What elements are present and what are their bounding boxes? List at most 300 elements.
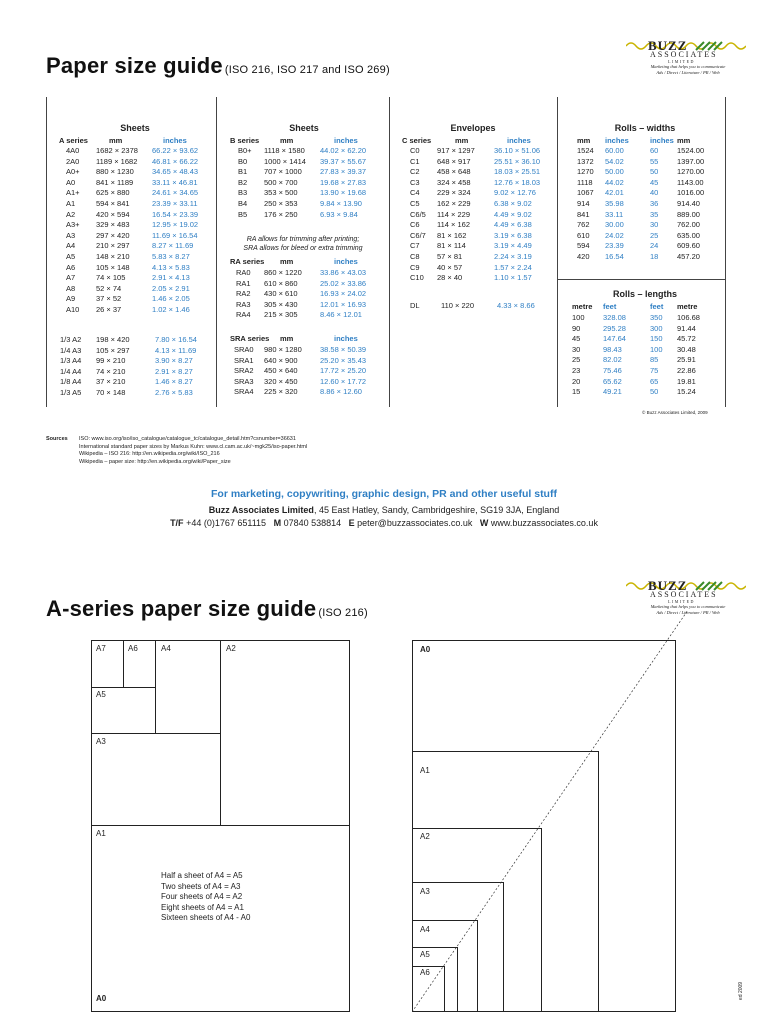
- envelope-row-cell: 81 × 114: [437, 241, 466, 251]
- footer-tagline: For marketing, copywriting, graphic design, PR and other useful stuff: [211, 488, 557, 500]
- sra-col-series: SRA series: [230, 334, 270, 343]
- envelope-row-cell: C5: [410, 199, 420, 208]
- rolls-widths-cell: 35.98: [605, 199, 624, 208]
- logo-associates: ASSOCIATES: [650, 50, 718, 59]
- rolls-widths-cell: 635.00: [677, 230, 700, 240]
- rolls-widths-cell: 889.00: [677, 209, 700, 219]
- ra-row-cell: RA1: [236, 278, 251, 288]
- ra-row-cell: RA3: [236, 299, 251, 309]
- envelope-row-cell: 3.19 × 6.38: [494, 230, 532, 240]
- sheets-a-fraction-row-cell: 1/3 A4: [60, 356, 82, 366]
- ra-row-cell: 305 × 430: [264, 299, 298, 309]
- sheets-b-row-cell: B5: [238, 209, 248, 219]
- rolls-lengths-cell: 300: [650, 323, 663, 333]
- label-a5: A5: [96, 690, 106, 699]
- sheets-a-row-cell: A5: [66, 252, 76, 261]
- source-wiki-paper[interactable]: Wikipedia – paper size: http://en.wikipedia.org/wiki/Paper_size: [79, 458, 231, 465]
- sheets-a-fraction-row-cell: 1/4 A3: [60, 345, 82, 355]
- sra-row-cell: 8.86 × 12.60: [320, 387, 362, 397]
- r-label-a0: A0: [420, 645, 431, 654]
- mobile[interactable]: 07840 538814: [281, 518, 342, 528]
- rolls-lengths-cell: 25.91: [677, 355, 696, 365]
- ra-col-inches: inches: [334, 257, 358, 266]
- rolls-lengths-cell: 19.81: [677, 376, 696, 386]
- sheets-b-row-cell: 176 × 250: [264, 209, 298, 219]
- rolls-widths-cell: 55: [650, 156, 659, 166]
- rolls-lengths-cell: 295.28: [603, 323, 626, 333]
- email-link[interactable]: peter@buzzassociates.co.uk: [354, 518, 473, 528]
- table-border-left: [46, 97, 47, 407]
- copyright: © Buzz Associates Limited, 2009: [642, 410, 708, 415]
- sheets-a-col-series: A series: [59, 136, 88, 145]
- diagonal-line: [412, 610, 688, 1012]
- a3-sheet: [91, 733, 221, 826]
- sheets-a-fraction-row-cell: 198 × 420: [96, 335, 130, 344]
- sheets-b-row-cell: 1000 × 1414: [264, 156, 306, 166]
- rolls-widths-cell: 54.02: [605, 156, 624, 166]
- sheets-b-row-cell: 39.37 × 55.67: [320, 156, 367, 166]
- rolls-lengths-cell: 328.08: [603, 313, 626, 322]
- logo-tagline: Marketing that helps you to communicate Ads / Direct / Literature / PR / Web: [650, 64, 726, 75]
- sheets-a-fraction-row-cell: 2.76 × 5.83: [155, 388, 193, 397]
- sheets-a-row-cell: 8.27 × 11.69: [152, 241, 194, 251]
- rolls-lengths-cell: 98.43: [603, 344, 622, 354]
- sheets-a-row-cell: 105 × 148: [96, 262, 130, 272]
- sheets-b-row-cell: 500 × 700: [264, 177, 298, 187]
- rolls-lengths-cell: 90: [572, 323, 581, 333]
- sra-row-cell: 12.60 × 17.72: [320, 376, 367, 386]
- rolls-widths-cell: 60.00: [605, 146, 624, 155]
- rolls-widths-col: mm: [577, 136, 591, 145]
- sheets-a-row-cell: 12.95 × 19.02: [152, 220, 199, 230]
- envelope-row-cell: 36.10 × 51.06: [494, 146, 541, 155]
- r-label-a1: A1: [420, 766, 430, 775]
- sheets-a-row-cell: 1189 × 1682: [96, 156, 138, 166]
- sheets-a-row-cell: 625 × 880: [96, 188, 130, 198]
- sheets-b-row-cell: B3: [238, 188, 248, 198]
- label-a4: A4: [161, 644, 171, 653]
- source-iso[interactable]: ISO: www.iso.org/iso/iso_catalogue/catalogue_tc/catalogue_detail.htm?csnumber=36631: [79, 436, 296, 442]
- rolls-widths-cell: 457.20: [677, 252, 700, 261]
- ra-row-cell: 430 × 610: [264, 289, 298, 299]
- sheets-a-row-cell: A4: [66, 241, 76, 251]
- rolls-widths-cell: 60: [650, 146, 659, 155]
- sra-row-cell: 640 × 900: [264, 355, 298, 365]
- envelope-row-cell: 28 × 40: [437, 273, 463, 283]
- rolls-lengths-cell: 150: [650, 334, 663, 344]
- sheets-a-row-cell: 210 × 297: [96, 241, 130, 251]
- rolls-lengths-cell: 15: [572, 387, 581, 397]
- rolls-lengths-cell: 23: [572, 366, 581, 375]
- sheets-a-row-cell: 420 × 594: [96, 209, 130, 219]
- rolls-lengths-cell: 91.44: [677, 323, 696, 333]
- sheets-b-col-series: B series: [230, 136, 260, 145]
- sheets-a-row-cell: 46.81 × 66.22: [152, 156, 199, 166]
- sheets-a-row-cell: 1.02 × 1.46: [152, 305, 190, 314]
- envelope-row-cell: 4.49 × 6.38: [494, 220, 532, 230]
- envelope-row-cell: C1: [410, 156, 420, 166]
- sheets-a-fraction-row-cell: 105 × 297: [96, 345, 130, 355]
- sheets-a-row-cell: 2A0: [66, 156, 80, 166]
- sheets-a-fraction-row-cell: 99 × 210: [96, 356, 126, 366]
- rolls-widths-cell: 594: [577, 241, 590, 251]
- rolls-lengths-cell: 22.86: [677, 366, 696, 375]
- label-a0: A0: [96, 994, 107, 1003]
- rolls-lengths-cell: 100: [650, 344, 663, 354]
- sheets-a-col-inches: inches: [163, 136, 187, 145]
- envelope-row-cell: C8: [410, 252, 420, 261]
- sheets-a-fraction-row-cell: 70 × 148: [96, 388, 126, 397]
- ra-row-cell: 860 × 1220: [264, 268, 302, 277]
- rolls-widths-cell: 35: [650, 209, 659, 219]
- page2-subtitle: (ISO 216): [318, 607, 368, 619]
- sheets-a-fraction-row-cell: 4.13 × 11.69: [155, 345, 197, 355]
- envelopes-heading: Envelopes: [450, 123, 496, 133]
- ra-row-cell: 16.93 × 24.02: [320, 289, 367, 299]
- sheets-a-row-cell: A10: [66, 305, 80, 314]
- rolls-widths-cell: 24: [650, 241, 659, 251]
- rolls-widths-cell: 50: [650, 167, 659, 177]
- rolls-widths-cell: 1524: [577, 146, 594, 155]
- envelope-row-cell: 4.49 × 9.02: [494, 209, 532, 219]
- sheets-b-row-cell: 13.90 × 19.68: [320, 188, 367, 198]
- sheets-a-row-cell: 5.83 × 8.27: [152, 252, 190, 261]
- rolls-widths-cell: 45: [650, 177, 659, 187]
- sheets-b-row-cell: 1118 × 1580: [264, 146, 305, 155]
- rolls-lengths-cell: 15.24: [677, 387, 696, 397]
- rolls-widths-cell: 1397.00: [677, 156, 705, 166]
- sheets-b-row-cell: 353 × 500: [264, 188, 298, 198]
- envelope-row-cell: 6.38 × 9.02: [494, 199, 532, 208]
- sra-row-cell: SRA0: [234, 345, 254, 354]
- rolls-widths-cell: 914.40: [677, 199, 700, 208]
- envelope-row-cell: C4: [410, 188, 420, 198]
- sheets-b-row-cell: 250 × 353: [264, 199, 298, 208]
- rolls-widths-heading: Rolls – widths: [614, 123, 676, 133]
- sheets-a-fraction-row-cell: 1/4 A4: [60, 366, 82, 376]
- sheets-a-fraction-row-cell: 1/3 A5: [60, 388, 82, 397]
- r-label-a6: A6: [420, 968, 430, 977]
- a4-sheet: [155, 640, 221, 734]
- side-text: ed 2009: [738, 981, 744, 1000]
- sra-row-cell: 17.72 × 25.20: [320, 366, 367, 376]
- rolls-lengths-col: metre: [677, 302, 698, 311]
- envelope-row-cell: 162 × 229: [437, 199, 471, 208]
- envelopes-col-series: C series: [402, 136, 432, 145]
- sheets-a-row-cell: 11.69 × 16.54: [152, 230, 198, 240]
- sheets-a-row-cell: A3: [66, 230, 76, 240]
- rolls-widths-cell: 33.11: [605, 209, 624, 219]
- rolls-widths-col: mm: [677, 136, 691, 145]
- company-logo-2: BUZZ ASSOCIATES LIMITED Marketing that helps you to communicate Ads / Direct / Literature / PR / Web: [626, 578, 746, 622]
- rolls-lengths-cell: 49.21: [603, 387, 622, 397]
- rolls-widths-cell: 609.60: [677, 241, 700, 251]
- page-subtitle: (ISO 216, ISO 217 and ISO 269): [224, 64, 390, 76]
- sheets-a-fraction-row-cell: 2.91 × 8.27: [155, 366, 193, 376]
- source-kuhn[interactable]: International standard paper sizes by Markus Kuhn: www.cl.cam.ac.uk/~mgk25/iso-paper.html: [79, 443, 308, 450]
- rolls-lengths-cell: 350: [650, 313, 663, 322]
- sheets-a-col-mm: mm: [109, 136, 123, 145]
- footer-address: Buzz Associates Limited, 45 East Hatley, Sandy, Cambridgeshire, SG19 3JA, England: [208, 505, 560, 515]
- rolls-widths-cell: 1270: [577, 167, 594, 177]
- envelope-row-cell: 229 × 324: [437, 188, 471, 198]
- sheets-a-row-cell: 2.91 × 4.13: [152, 273, 190, 283]
- rolls-widths-cell: 1067: [577, 188, 594, 198]
- sheets-b-row-cell: B0+: [238, 146, 252, 155]
- envelope-row-cell: C6: [410, 220, 420, 230]
- envelope-row-cell: 114 × 229: [437, 209, 471, 219]
- sheets-a-fraction-row-cell: 74 × 210: [96, 366, 126, 376]
- sheets-a-row-cell: 24.61 × 34.65: [152, 188, 199, 198]
- sources-list: [79, 436, 307, 466]
- rolls-lengths-cell: 147.64: [603, 334, 626, 344]
- sheets-b-row-cell: 9.84 × 13.90: [320, 199, 362, 208]
- rolls-lengths-cell: 82.02: [603, 355, 622, 365]
- rolls-widths-cell: 762.00: [677, 220, 700, 230]
- label-a7: A7: [96, 644, 106, 653]
- r-label-a2: A2: [420, 832, 430, 841]
- envelope-row-cell: C3: [410, 177, 420, 187]
- sheets-a-row-cell: 880 × 1230: [96, 167, 134, 177]
- sheets-a-row-cell: A2: [66, 209, 76, 219]
- envelope-dl-row-cell: DL: [410, 301, 420, 310]
- sheets-a-fraction-row-cell: 7.80 × 16.54: [155, 335, 197, 344]
- sra-row-cell: 450 × 640: [264, 366, 298, 376]
- rolls-lengths-heading: Rolls – lengths: [612, 289, 677, 299]
- sheets-a-row-cell: 66.22 × 93.62: [152, 146, 199, 155]
- rolls-lengths-col: feet: [603, 302, 617, 311]
- sheets-a-row-cell: A7: [66, 273, 76, 283]
- envelope-row-cell: C7: [410, 241, 420, 251]
- company-name: Buzz Associates Limited: [208, 505, 314, 515]
- sheets-b-row-cell: 19.68 × 27.83: [320, 177, 367, 187]
- rolls-widths-cell: 841: [577, 209, 590, 219]
- sheets-a-row-cell: 297 × 420: [96, 230, 130, 240]
- rolls-widths-cell: 42.01: [605, 188, 624, 198]
- table-divider-1: [216, 97, 217, 407]
- sra-col-mm: mm: [280, 334, 294, 343]
- sheets-b-row-cell: B1: [238, 167, 248, 177]
- logo-limited: LIMITED: [668, 59, 695, 64]
- ra-row-cell: 12.01 × 16.93: [320, 299, 367, 309]
- sheets-a-row-cell: A0+: [66, 167, 80, 177]
- rolls-widths-cell: 18: [650, 252, 659, 261]
- r-label-a5: A5: [420, 950, 430, 959]
- sheets-a-row-cell: 329 × 483: [96, 220, 130, 230]
- sheets-a-row-cell: 1682 × 2378: [96, 146, 138, 155]
- sheets-a-row-cell: 33.11 × 46.81: [152, 177, 198, 187]
- sheets-a-row-cell: 52 × 74: [96, 283, 122, 293]
- sheets-a-row-cell: 594 × 841: [96, 199, 130, 208]
- sheets-a-row-cell: 148 × 210: [96, 252, 130, 261]
- sheets-a-fraction-row-cell: 37 × 210: [96, 377, 126, 387]
- source-wiki-iso216[interactable]: Wikipedia – ISO 216: http://en.wikipedia.org/wiki/ISO_216: [79, 451, 220, 457]
- sra-row-cell: SRA3: [234, 376, 254, 386]
- sheets-a-row-cell: 841 × 1189: [96, 177, 134, 187]
- sheets-a-row-cell: 2.05 × 2.91: [152, 283, 190, 293]
- r-label-a4: A4: [420, 925, 430, 934]
- envelope-row-cell: C6/5: [410, 209, 426, 219]
- envelope-row-cell: 917 × 1297: [437, 146, 475, 155]
- logo-word: BUZZ: [648, 38, 688, 53]
- table-divider-3: [557, 97, 558, 407]
- envelope-row-cell: C10: [410, 273, 424, 283]
- rolls-widths-cell: 25: [650, 230, 659, 240]
- envelope-row-cell: C0: [410, 146, 420, 155]
- rolls-widths-cell: 1524.00: [677, 146, 705, 155]
- sra-row-cell: 980 × 1280: [264, 345, 302, 354]
- sra-row-cell: 25.20 × 35.43: [320, 355, 367, 365]
- rolls-widths-cell: 50.00: [605, 167, 624, 177]
- envelope-row-cell: 12.76 × 18.03: [494, 177, 541, 187]
- sheets-a-row-cell: 37 × 52: [96, 294, 122, 304]
- sheets-a-row-cell: 1.46 × 2.05: [152, 294, 190, 304]
- envelope-row-cell: 57 × 81: [437, 252, 463, 261]
- ra-row-cell: RA2: [236, 289, 251, 299]
- ra-row-cell: 8.46 × 12.01: [320, 310, 362, 320]
- sources-label: Sources: [46, 436, 68, 442]
- sra-row-cell: SRA2: [234, 366, 254, 376]
- sheets-b-row-cell: 707 × 1000: [264, 167, 302, 177]
- label-a6: A6: [128, 644, 138, 653]
- sheets-a-fraction-row-cell: 3.90 × 8.27: [155, 356, 193, 366]
- table-border-right: [725, 97, 726, 407]
- company-logo: [626, 38, 746, 82]
- page2-title: A-series paper size guide (ISO 216): [46, 596, 368, 621]
- ra-note: RA allows for trimming after printing; SRA allows for bleed or extra trimming: [243, 236, 363, 252]
- envelope-row-cell: C9: [410, 262, 420, 272]
- ra-row-cell: RA4: [236, 310, 251, 320]
- sra-row-cell: 320 × 450: [264, 376, 298, 386]
- rolls-widths-cell: 23.39: [605, 241, 624, 251]
- rolls-widths-cell: 44.02: [605, 177, 624, 187]
- a2-sheet: [220, 640, 350, 826]
- rolls-widths-cell: 420: [577, 252, 590, 261]
- envelope-row-cell: 40 × 57: [437, 262, 463, 272]
- sra-row-cell: SRA1: [234, 355, 254, 365]
- sheets-a-fraction-row-cell: 1/3 A2: [60, 335, 82, 344]
- envelope-row-cell: 648 × 917: [437, 156, 471, 166]
- rolls-lengths-cell: 30: [572, 344, 581, 354]
- ra-col-series: RA series: [230, 257, 265, 266]
- r-label-a3: A3: [420, 887, 430, 896]
- sheets-a-row-cell: 4A0: [66, 146, 80, 155]
- sheets-a-row-cell: 4.13 × 5.83: [152, 262, 190, 272]
- rolls-lengths-cell: 45: [572, 334, 581, 344]
- rolls-lengths-cell: 65.62: [603, 376, 622, 386]
- rolls-lengths-cell: 65: [650, 376, 659, 386]
- sheets-b-row-cell: 27.83 × 39.37: [320, 167, 367, 177]
- envelope-row-cell: 1.57 × 2.24: [494, 262, 532, 272]
- rolls-widths-cell: 1016.00: [677, 188, 705, 198]
- ra-row-cell: 215 × 305: [264, 310, 298, 320]
- sheets-a-row-cell: 16.54 × 23.39: [152, 209, 199, 219]
- envelope-row-cell: 1.10 × 1.57: [494, 273, 532, 283]
- table-divider-2: [389, 97, 390, 407]
- rolls-widths-cell: 1143.00: [677, 177, 704, 187]
- phone[interactable]: +44 (0)1767 651115: [183, 518, 267, 528]
- envelopes-col-mm: mm: [455, 136, 469, 145]
- rolls-lengths-cell: 75: [650, 366, 659, 375]
- ra-row-cell: 25.02 × 33.86: [320, 278, 367, 288]
- envelope-row-cell: 458 × 648: [437, 167, 471, 177]
- sheets-a-row-cell: A1: [66, 199, 76, 208]
- rolls-widths-col: inches: [650, 136, 674, 145]
- sheets-b-row-cell: B2: [238, 177, 248, 187]
- envelope-dl-row-cell: 4.33 × 8.66: [497, 301, 535, 310]
- rolls-lengths-cell: 50: [650, 387, 659, 397]
- ra-col-mm: mm: [280, 257, 294, 266]
- sheets-b-row-cell: B4: [238, 199, 248, 208]
- envelope-row-cell: 81 × 162: [437, 230, 467, 240]
- envelopes-col-inches: inches: [507, 136, 531, 145]
- sra-col-inches: inches: [334, 334, 358, 343]
- sheets-b-row-cell: 44.02 × 62.20: [320, 146, 367, 155]
- rolls-lengths-cell: 30.48: [677, 344, 696, 354]
- rolls-widths-cell: 36: [650, 199, 659, 208]
- rolls-lengths-cell: 45.72: [677, 334, 696, 344]
- a-series-facts: Half a sheet of A4 = A5 Two sheets of A4 = A3 Four sheets of A4 = A2 Eight sheets of A4 = A1 Sixteen sheets of A4 - A0: [161, 871, 251, 922]
- sheets-b-row-cell: B0: [238, 156, 248, 166]
- envelope-row-cell: 18.03 × 25.51: [494, 167, 541, 177]
- website-link[interactable]: www.buzzassociates.co.uk: [488, 518, 598, 528]
- rolls-widths-cell: 914: [577, 199, 590, 208]
- envelope-row-cell: C2: [410, 167, 420, 177]
- rolls-widths-cell: 30.00: [605, 220, 624, 230]
- rolls-widths-cell: 40: [650, 188, 659, 198]
- envelope-row-cell: 3.19 × 4.49: [494, 241, 532, 251]
- rolls-widths-cell: 1118: [577, 177, 593, 187]
- sheets-a-row-cell: 74 × 105: [96, 273, 126, 283]
- label-a2: A2: [226, 644, 236, 653]
- sheets-a-row-cell: A1+: [66, 188, 80, 198]
- sra-row-cell: 38.58 × 50.39: [320, 345, 367, 354]
- rolls-lengths-cell: 100: [572, 313, 585, 322]
- rolls-widths-cell: 1372: [577, 156, 594, 166]
- envelope-dl-row-cell: 110 × 220: [441, 301, 475, 310]
- sheets-a-fraction-row-cell: 1/8 A4: [60, 377, 82, 387]
- rolls-lengths-cell: 75.46: [603, 366, 622, 375]
- sheets-b-col-mm: mm: [280, 136, 294, 145]
- envelope-row-cell: C6/7: [410, 230, 426, 240]
- envelope-row-cell: 114 × 162: [437, 220, 471, 230]
- label-a3: A3: [96, 737, 106, 746]
- envelope-row-cell: 25.51 × 36.10: [494, 156, 541, 166]
- envelope-row-cell: 2.24 × 3.19: [494, 252, 532, 261]
- envelope-row-cell: 9.02 × 12.76: [494, 188, 536, 198]
- rolls-widths-cell: 610: [577, 230, 590, 240]
- sheets-a-row-cell: 34.65 × 48.43: [152, 167, 199, 177]
- sheets-a-fraction-row-cell: 1.46 × 8.27: [155, 377, 193, 387]
- sheets-a-row-cell: A8: [66, 283, 76, 293]
- rolls-lengths-cell: 25: [572, 355, 581, 365]
- sheets-a-row-cell: A0: [66, 177, 76, 187]
- rolls-widths-cell: 30: [650, 220, 659, 230]
- ra-row-cell: 33.86 × 43.03: [320, 268, 367, 277]
- sheets-b-row-cell: 6.93 × 9.84: [320, 209, 358, 219]
- sheets-a-row-cell: A9: [66, 294, 76, 304]
- sheets-a-row-cell: 23.39 × 33.11: [152, 199, 198, 208]
- sra-row-cell: 225 × 320: [264, 387, 298, 397]
- sheets-b-col-inches: inches: [334, 136, 358, 145]
- rolls-lengths-col: metre: [572, 302, 593, 311]
- envelope-row-cell: 324 × 458: [437, 177, 471, 187]
- sheets-a-heading: Sheets: [120, 123, 150, 133]
- rolls-lengths-col: feet: [650, 302, 664, 311]
- sheets-a-row-cell: A6: [66, 262, 76, 272]
- rolls-widths-cell: 24.02: [605, 230, 624, 240]
- sheets-a-row-cell: A3+: [66, 220, 80, 230]
